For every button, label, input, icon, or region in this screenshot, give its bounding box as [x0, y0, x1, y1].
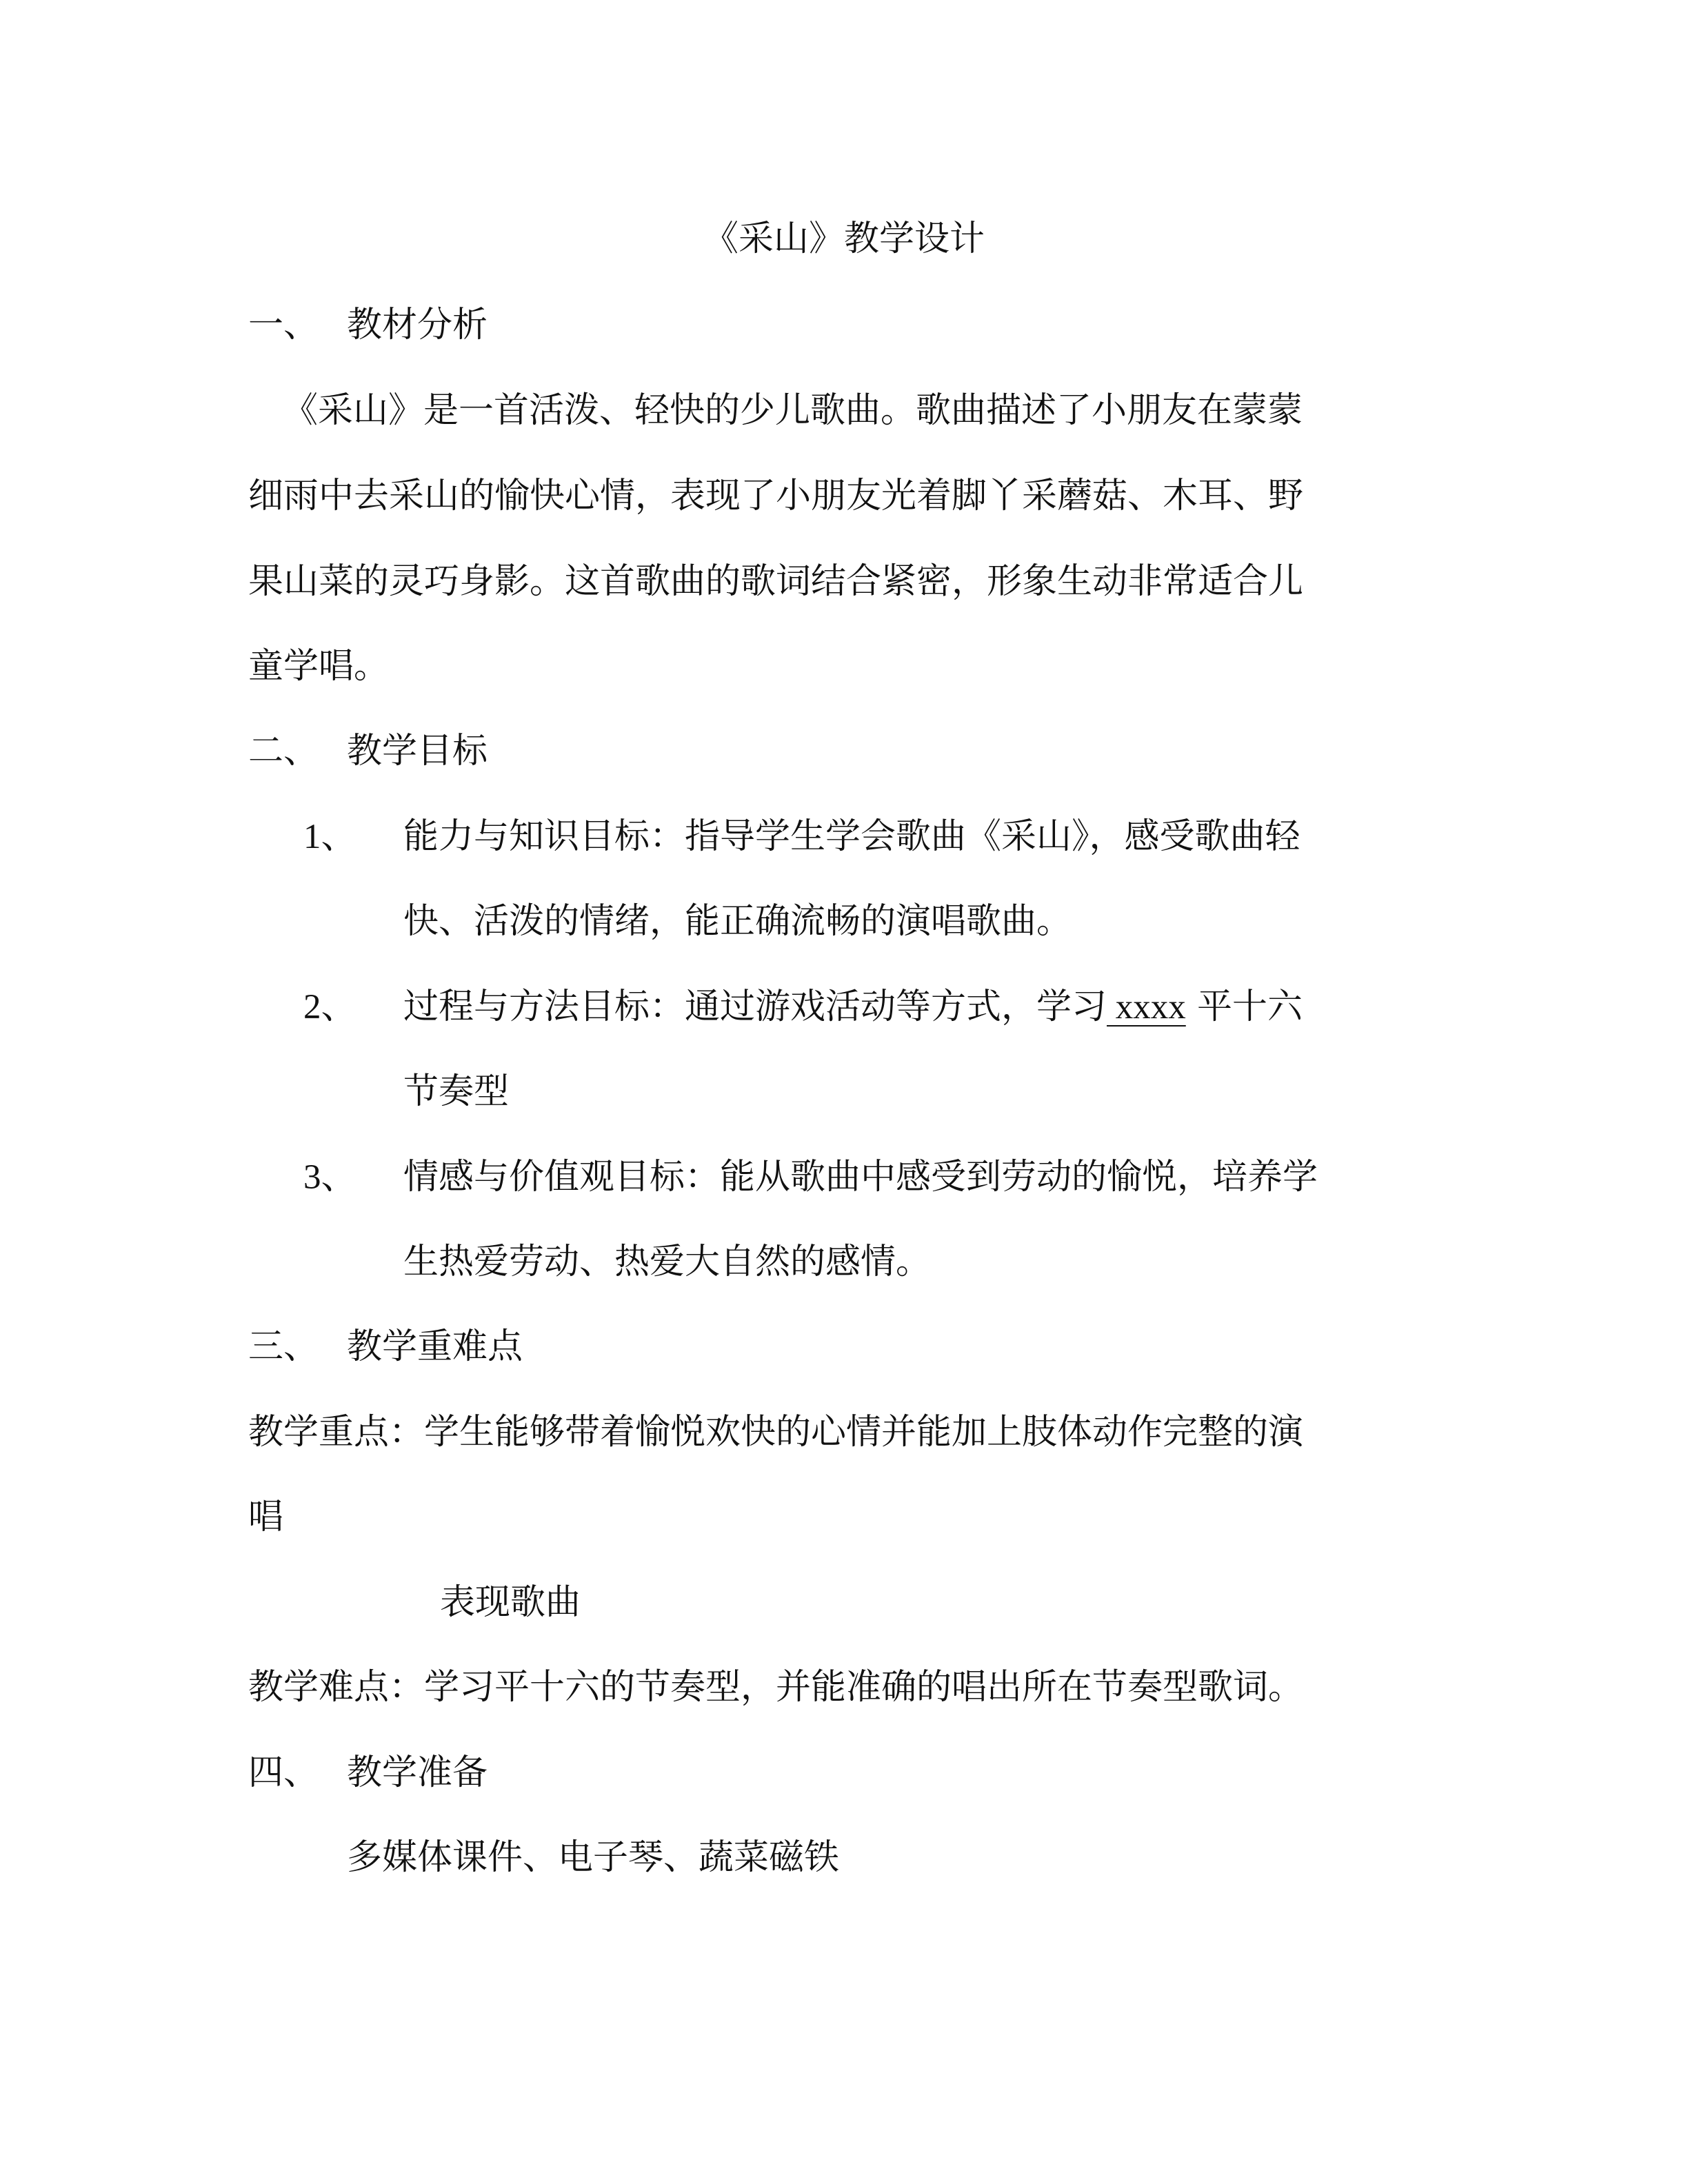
section-1-paragraph-line: 童学唱。 — [248, 646, 390, 687]
section-1-paragraph-line: 细雨中去采山的愉快心情，表现了小朋友光着脚丫采蘑菇、木耳、野 — [248, 476, 1304, 516]
objective-1-number: 1、 — [303, 818, 356, 856]
objective-2-line: 节奏型 — [403, 1071, 510, 1112]
rhythm-pattern-notation: xxxx — [1107, 988, 1186, 1027]
key-point-line: 表现歌曲 — [440, 1582, 581, 1623]
preparation-content: 多媒体课件、电子琴、蔬菜磁铁 — [347, 1837, 840, 1878]
section-3-heading: 教学重难点 — [347, 1326, 523, 1367]
objective-2-number: 2、 — [303, 988, 356, 1027]
key-point-line: 教学重点：学生能够带着愉悦欢快的心情并能加上肢体动作完整的演 — [248, 1412, 1304, 1453]
objective-1-line: 能力与知识目标：指导学生学会歌曲《采山》，感受歌曲轻 — [403, 816, 1300, 857]
section-1-heading: 教材分析 — [347, 305, 488, 345]
section-3-number: 三、 — [248, 1326, 319, 1367]
objective-3-line: 情感与价值观目标：能从歌曲中感受到劳动的愉悦，培养学 — [403, 1157, 1318, 1197]
objective-3-line: 生热爱劳动、热爱大自然的感情。 — [403, 1242, 932, 1282]
section-1-paragraph-line: 《采山》是一首活泼、轻快的少儿歌曲。歌曲描述了小朋友在蒙蒙 — [283, 390, 1303, 431]
objective-1-line: 快、活泼的情绪，能正确流畅的演唱歌曲。 — [403, 901, 1072, 942]
key-point-line: 唱 — [248, 1497, 284, 1537]
section-2-number: 二、 — [248, 731, 319, 771]
difficult-point-line: 教学难点：学习平十六的节奏型，并能准确的唱出所在节奏型歌词。 — [248, 1667, 1304, 1708]
section-4-number: 四、 — [248, 1752, 319, 1793]
objective-2-text: 平十六 — [1185, 987, 1303, 1027]
section-1-number: 一、 — [248, 305, 319, 345]
objective-3-number: 3、 — [303, 1158, 356, 1197]
document-title: 《采山》教学设计 — [703, 219, 985, 259]
objective-2-text: 过程与方法目标：通过游戏活动等方式，学习 — [403, 987, 1107, 1027]
section-4-heading: 教学准备 — [347, 1752, 488, 1793]
objective-2-line — [403, 985, 1303, 1029]
section-1-paragraph-line: 果山菜的灵巧身影。这首歌曲的歌词结合紧密，形象生动非常适合儿 — [248, 561, 1304, 602]
section-2-heading: 教学目标 — [347, 731, 488, 771]
